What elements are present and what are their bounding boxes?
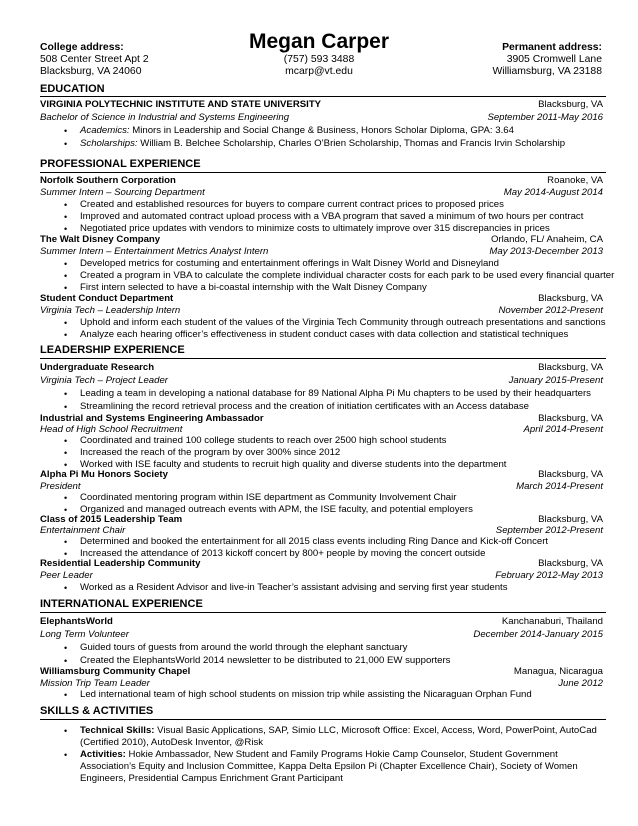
bullet-icon: • (64, 200, 68, 210)
bullet-icon: • (64, 537, 68, 547)
entry-bullet: Negotiated price updates with vendors to minimize costs to ultimately improve over 315 discrepancies in prices (80, 223, 550, 234)
entry-bullet: Increased the attendance of 2013 kickoff concert by 800+ people by moving the concert outside (80, 548, 486, 559)
entry-location: Kanchanaburi, Thailand (501, 616, 603, 627)
bullet-icon: • (64, 549, 68, 559)
bullet-icon: • (64, 212, 68, 222)
entry-bullet: Organized and managed outreach events with APM, the ISE faculty, and potential employers (80, 504, 473, 515)
section-title-skills: SKILLS & ACTIVITIES (40, 705, 154, 717)
section-divider (40, 612, 606, 613)
section-divider (40, 358, 606, 359)
entry-bullet: Leading a team in developing a national database for 89 National Alpha Pi Mu chapters to be used by their headquarters (80, 388, 591, 399)
entry-bullet: Led international team of high school students on mission trip while assisting the Nicaraguan Orphan Fund (80, 689, 532, 700)
entry-dates: November 2012-Present (498, 305, 603, 316)
entry-org: Williamsburg Community Chapel (40, 666, 191, 677)
permanent-address-line2: Williamsburg, VA 23188 (492, 66, 602, 77)
entry-bullet: First intern selected to have a bi-coastal internship with the Walt Disney Company (80, 282, 427, 293)
permanent-address-label: Permanent address: (502, 42, 602, 53)
entry-bullet: Developed metrics for costuming and entertainment offerings in Walt Disney World and Disneyland (80, 258, 499, 269)
entry-dates: September 2012-Present (495, 525, 603, 536)
entry-bullet: Guided tours of guests from around the world through the elephant sanctuary (80, 642, 408, 653)
activities-line (80, 749, 558, 761)
college-address-line1: 508 Center Street Apt 2 (40, 54, 149, 65)
activities-label: Activities: (80, 749, 126, 760)
entry-org: The Walt Disney Company (40, 234, 161, 245)
bullet-icon: • (64, 493, 68, 503)
bullet-icon: • (64, 283, 68, 293)
bullet-icon: • (64, 224, 68, 234)
scholarships-label: Scholarships: (80, 138, 138, 149)
bullet-icon: • (64, 389, 68, 399)
entry-location: Orlando, FL/ Anaheim, CA (491, 234, 603, 245)
college-address-label: College address: (40, 42, 124, 53)
entry-location: Roanoke, VA (547, 175, 603, 186)
bullet-icon: • (64, 750, 68, 760)
entry-bullet: Coordinated mentoring program within ISE department as Community Involvement Chair (80, 492, 457, 503)
bullet-icon: • (64, 643, 68, 653)
activities-text: Hokie Ambassador, New Student and Family Programs Hokie Camp Counselor, Student Government (125, 749, 558, 760)
technical-skills-label: Technical Skills: (80, 725, 155, 736)
bullet-icon: • (64, 448, 68, 458)
entry-role: Summer Intern – Entertainment Metrics Analyst Intern (40, 246, 269, 257)
entry-role: Long Term Volunteer (40, 629, 129, 640)
bullet-icon: • (64, 690, 68, 700)
section-divider (40, 172, 606, 173)
entry-bullet: Worked as a Resident Advisor and live-in Teacher’s assistant advising and serving first year students (80, 582, 508, 593)
entry-location: Blacksburg, VA (538, 362, 603, 373)
entry-bullet: Created and established resources for buyers to compare current contract prices to proposed prices (80, 199, 504, 210)
entry-org: ElephantsWorld (40, 616, 113, 627)
bullet-icon: • (64, 583, 68, 593)
section-title-education: EDUCATION (40, 83, 105, 95)
email-address: mcarp@vt.edu (285, 66, 353, 77)
entry-role: President (40, 481, 81, 492)
scholarships-text: William B. Belchee Scholarship, Charles O’Brien Scholarship, Thomas and Francis Irvin Scholarship (137, 138, 566, 149)
technical-skills-text: Visual Basic Applications, SAP, Simio LLC, Microsoft Office: Excel, Access, Word, PowerPoint, AutoCad (154, 725, 597, 736)
phone-number: (757) 593 3488 (283, 54, 355, 65)
school-location: Blacksburg, VA (538, 99, 603, 110)
entry-role: Entertainment Chair (40, 525, 126, 536)
degree-dates: September 2011-May 2016 (487, 112, 603, 123)
bullet-icon: • (64, 271, 68, 281)
technical-skills-line (80, 725, 597, 737)
entry-org: Alpha Pi Mu Honors Society (40, 469, 168, 480)
bullet-icon: • (64, 126, 68, 136)
degree: Bachelor of Science in Industrial and Systems Engineering (40, 112, 290, 123)
entry-location: Managua, Nicaragua (513, 666, 603, 677)
entry-bullet: Improved and automated contract upload process with a VBA program that saved a minimum of two hours per contract (80, 211, 584, 222)
entry-org: Student Conduct Department (40, 293, 174, 304)
section-divider (40, 719, 606, 720)
section-title-leadership: LEADERSHIP EXPERIENCE (40, 344, 185, 356)
entry-location: Blacksburg, VA (538, 293, 603, 304)
bullet-icon: • (64, 436, 68, 446)
entry-dates: March 2014-Present (516, 481, 603, 492)
entry-org: Class of 2015 Leadership Team (40, 514, 183, 525)
entry-location: Blacksburg, VA (538, 514, 603, 525)
section-title-international: INTERNATIONAL EXPERIENCE (40, 598, 203, 610)
entry-bullet: Streamlining the record retrieval process and the creation of initiation certificates with an Access database (80, 401, 530, 412)
academics-text: Minors in Leadership and Social Change & Business, Honors Scholar Diploma, GPA: 3.64 (129, 125, 514, 136)
entry-role: Mission Trip Team Leader (40, 678, 150, 689)
entry-dates: January 2015-Present (508, 375, 603, 386)
bullet-icon: • (64, 505, 68, 515)
bullet-icon: • (64, 318, 68, 328)
bullet-icon: • (64, 259, 68, 269)
bullet-icon: • (64, 139, 68, 149)
candidate-name: Megan Carper (248, 30, 390, 53)
school-name: VIRGINIA POLYTECHNIC INSTITUTE AND STATE UNIVERSITY (40, 99, 322, 110)
permanent-address-line1: 3905 Cromwell Lane (506, 54, 602, 65)
college-address-line2: Blacksburg, VA 24060 (40, 66, 142, 77)
entry-org: Norfolk Southern Corporation (40, 175, 176, 186)
entry-bullet: Increased the reach of the program by over 300% since 2012 (80, 447, 341, 458)
entry-org: Undergraduate Research (40, 362, 155, 373)
entry-location: Blacksburg, VA (538, 558, 603, 569)
bullet-icon: • (64, 656, 68, 666)
scholarships-line (80, 138, 565, 150)
activities-line3: Engineers, Presidential Campus Enrichment Grant Participant (80, 773, 343, 784)
entry-bullet: Analyze each hearing officer’s effectiveness in student conduct cases with data collection and statistical techniques (80, 329, 569, 340)
entry-dates: April 2014-Present (523, 424, 603, 435)
bullet-icon: • (64, 402, 68, 412)
entry-role: Virginia Tech – Project Leader (40, 375, 168, 386)
bullet-icon: • (64, 330, 68, 340)
academics-line (80, 125, 514, 137)
entry-dates: May 2014-August 2014 (503, 187, 603, 198)
entry-role: Summer Intern – Sourcing Department (40, 187, 205, 198)
section-title-professional: PROFESSIONAL EXPERIENCE (40, 158, 201, 170)
technical-skills-line2: (Certified 2010), AutoDesk Inventor, @Risk (80, 737, 264, 748)
entry-dates: May 2013-December 2013 (489, 246, 603, 257)
entry-dates: June 2012 (558, 678, 603, 689)
section-divider (40, 96, 606, 97)
entry-location: Blacksburg, VA (538, 469, 603, 480)
entry-dates: February 2012-May 2013 (495, 570, 603, 581)
bullet-icon: • (64, 460, 68, 470)
entry-role: Virginia Tech – Leadership Intern (40, 305, 181, 316)
entry-org: Industrial and Systems Engineering Ambassador (40, 413, 264, 424)
activities-line2: Association’s Equity and Inclusion Committee, Kappa Delta Epsilon Pi (Chapter Excellence Chair), Society of Women (80, 761, 578, 772)
entry-bullet: Worked with ISE faculty and students to recruit high quality and diverse students into the department (80, 459, 507, 470)
entry-bullet: Determined and booked the entertainment for all 2015 class events including Ring Dance and Kick-off Concert (80, 536, 549, 547)
entry-dates: December 2014-January 2015 (473, 629, 603, 640)
entry-role: Head of High School Recruitment (40, 424, 183, 435)
entry-org: Residential Leadership Community (40, 558, 201, 569)
bullet-icon: • (64, 726, 68, 736)
academics-label: Academics: (80, 125, 130, 136)
entry-bullet: Uphold and inform each student of the values of the Virginia Tech Community through outreach presentations and sanctions (80, 317, 606, 328)
entry-bullet: Created a program in VBA to calculate the complete individual character costs for each park to be used every financial quarter (80, 270, 615, 281)
entry-bullet: Created the ElephantsWorld 2014 newsletter to be distributed to 21,000 EW supporters (80, 655, 451, 666)
entry-role: Peer Leader (40, 570, 93, 581)
entry-bullet: Coordinated and trained 100 college students to reach over 2500 high school students (80, 435, 447, 446)
entry-location: Blacksburg, VA (538, 413, 603, 424)
